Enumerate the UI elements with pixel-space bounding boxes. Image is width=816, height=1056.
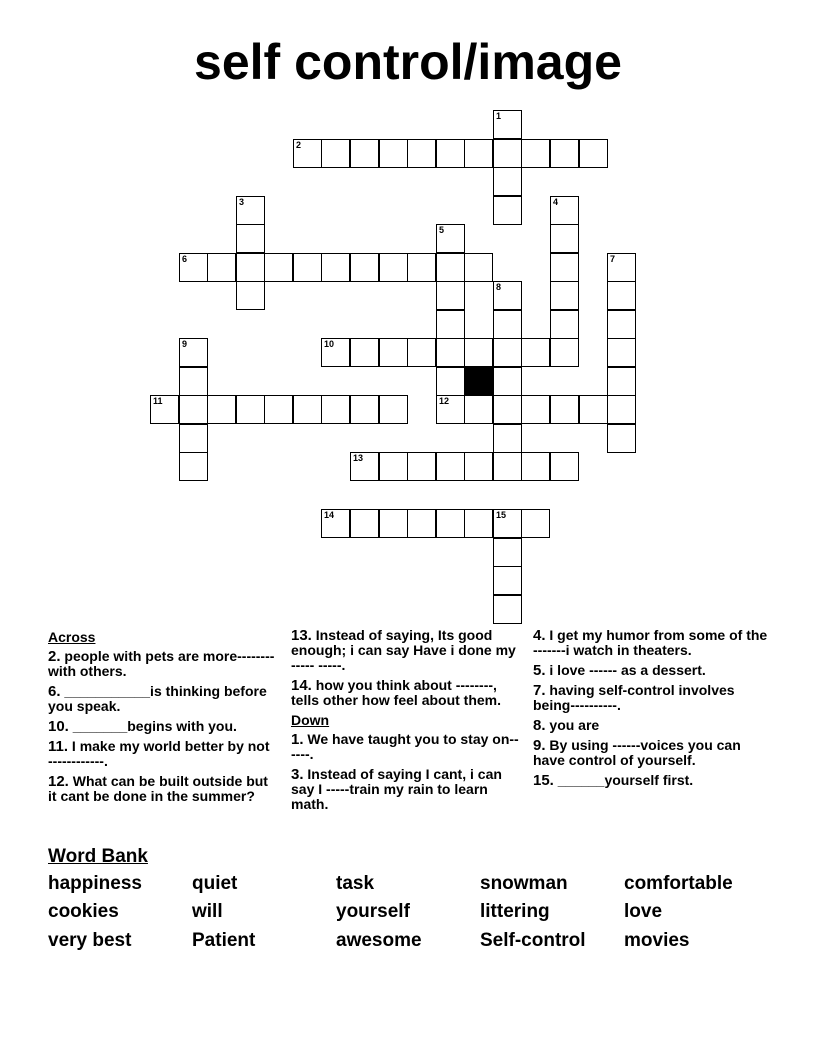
grid-cell[interactable] [350, 253, 379, 282]
grid-cell[interactable] [150, 395, 179, 424]
word-bank-item: Patient [192, 930, 256, 951]
grid-cell[interactable] [607, 310, 636, 339]
grid-cell[interactable] [579, 139, 608, 168]
grid-cell[interactable] [236, 224, 265, 253]
word-bank-item: awesome [336, 930, 422, 951]
grid-cell[interactable] [236, 281, 265, 310]
grid-cell[interactable] [493, 139, 522, 168]
clue-number: 7 [610, 254, 616, 264]
clue-number: 5 [439, 225, 445, 235]
grid-cell[interactable] [379, 452, 408, 481]
grid-cell[interactable] [179, 395, 208, 424]
clues-column-3 [533, 628, 773, 793]
down-clue: 3. Instead of saying I cant, i can say I -----train my rain to learn math. [291, 766, 502, 812]
grid-cell[interactable] [550, 310, 579, 339]
word-bank-item: Self-control [480, 930, 586, 951]
down-clue: 1. We have taught you to stay on------. [291, 731, 519, 762]
clue-number: 14 [324, 510, 335, 520]
grid-cell[interactable] [407, 452, 436, 481]
clue-number: 1 [496, 111, 502, 121]
grid-cell[interactable] [321, 509, 350, 538]
grid-cell[interactable] [550, 338, 579, 367]
grid-cell[interactable] [550, 196, 579, 225]
down-clue: 8. you are [533, 717, 600, 734]
black-cell [464, 367, 493, 396]
clue-number: 15 [496, 510, 507, 520]
across-clue: 11. I make my world better by not ------------. [48, 738, 270, 769]
across-clue: 10. _______begins with you. [48, 718, 237, 735]
word-bank-item: very best [48, 930, 132, 951]
across-heading: Across [48, 629, 96, 645]
clue-number: 13 [353, 453, 364, 463]
down-heading: Down [291, 712, 330, 728]
grid-cell[interactable] [179, 367, 208, 396]
grid-cell[interactable] [407, 139, 436, 168]
grid-cell[interactable] [379, 338, 408, 367]
grid-cell[interactable] [350, 395, 379, 424]
clues-column-2 [291, 628, 523, 817]
grid-cell[interactable] [379, 395, 408, 424]
grid-cell[interactable] [550, 224, 579, 253]
grid-cell[interactable] [493, 281, 522, 310]
grid-cell[interactable] [607, 338, 636, 367]
grid-cell[interactable] [493, 509, 522, 538]
grid-cell[interactable] [521, 452, 550, 481]
grid-cell[interactable] [436, 310, 465, 339]
down-clue: 7. having self-control involves being----------. [533, 682, 735, 713]
across-clue: 6. ___________is thinking before you speak. [48, 683, 267, 714]
word-bank-title: Word Bank [48, 846, 148, 867]
grid-cell[interactable] [493, 595, 522, 624]
grid-cell[interactable] [550, 281, 579, 310]
grid-cell[interactable] [550, 253, 579, 282]
word-bank-item: movies [624, 930, 690, 951]
grid-cell[interactable] [579, 395, 608, 424]
grid-cell[interactable] [179, 452, 208, 481]
grid-cell[interactable] [236, 196, 265, 225]
grid-cell[interactable] [464, 338, 493, 367]
grid-cell[interactable] [293, 139, 322, 168]
word-bank-item: task [336, 873, 375, 894]
grid-cell[interactable] [493, 338, 522, 367]
grid-cell[interactable] [179, 338, 208, 367]
grid-cell[interactable] [464, 253, 493, 282]
grid-cell[interactable] [321, 139, 350, 168]
grid-cell[interactable] [321, 395, 350, 424]
across-clue: 14. how you think about --------, tells other how feel about them. [291, 677, 502, 708]
grid-cell[interactable] [350, 509, 379, 538]
grid-cell[interactable] [436, 452, 465, 481]
across-clue: 2. people with pets are more--------with others. [48, 648, 275, 679]
grid-cell[interactable] [550, 139, 579, 168]
clue-number: 2 [296, 140, 302, 150]
down-clue: 9. By using ------voices you can have control of yourself. [533, 737, 741, 768]
grid-cell[interactable] [550, 452, 579, 481]
down-clue: 15. ______yourself first. [533, 772, 694, 789]
grid-cell[interactable] [521, 338, 550, 367]
word-bank-item: quiet [192, 873, 238, 894]
grid-cell[interactable] [493, 196, 522, 225]
grid-cell[interactable] [464, 452, 493, 481]
clue-number: 9 [182, 339, 188, 349]
grid-cell[interactable] [493, 566, 522, 595]
grid-cell[interactable] [321, 253, 350, 282]
grid-cell[interactable] [521, 395, 550, 424]
grid-cell[interactable] [350, 139, 379, 168]
grid-cell[interactable] [236, 253, 265, 282]
grid-cell[interactable] [436, 395, 465, 424]
grid-cell[interactable] [607, 367, 636, 396]
grid-cell[interactable] [436, 253, 465, 282]
grid-cell[interactable] [207, 253, 236, 282]
word-bank-item: will [192, 901, 223, 922]
grid-cell[interactable] [436, 338, 465, 367]
grid-cell[interactable] [493, 310, 522, 339]
grid-cell[interactable] [264, 395, 293, 424]
grid-cell[interactable] [493, 538, 522, 567]
word-bank-item: love [624, 901, 663, 922]
word-bank-item: happiness [48, 873, 142, 894]
grid-cell[interactable] [293, 395, 322, 424]
clue-number: 3 [239, 197, 245, 207]
word-bank-item: cookies [48, 901, 119, 922]
clue-number: 4 [553, 197, 559, 207]
grid-cell[interactable] [521, 139, 550, 168]
grid-cell[interactable] [179, 424, 208, 453]
grid-cell[interactable] [379, 509, 408, 538]
grid-cell[interactable] [521, 509, 550, 538]
grid-cell[interactable] [436, 367, 465, 396]
grid-cell[interactable] [379, 253, 408, 282]
down-clue: 5. i love ------ as a dessert. [533, 662, 706, 679]
grid-cell[interactable] [407, 509, 436, 538]
grid-cell[interactable] [436, 281, 465, 310]
grid-cell[interactable] [464, 509, 493, 538]
grid-cell[interactable] [607, 395, 636, 424]
across-clue: 13. Instead of saying, Its good enough; i can say Have i done my ----- -----. [291, 627, 516, 673]
grid-cell[interactable] [493, 367, 522, 396]
down-clue: 4. I get my humor from some of the -------i watch in theaters. [533, 627, 768, 658]
word-bank [48, 873, 788, 963]
grid-cell[interactable] [607, 424, 636, 453]
grid-cell[interactable] [350, 452, 379, 481]
clue-number: 12 [439, 396, 450, 406]
grid-cell[interactable] [493, 167, 522, 196]
grid-cell[interactable] [464, 139, 493, 168]
grid-cell[interactable] [207, 395, 236, 424]
grid-cell[interactable] [464, 395, 493, 424]
grid-cell[interactable] [407, 253, 436, 282]
grid-cell[interactable] [493, 395, 522, 424]
clues-column-1 [48, 628, 276, 809]
word-bank-item: comfortable [624, 873, 733, 894]
grid-cell[interactable] [493, 424, 522, 453]
clue-number: 6 [182, 254, 188, 264]
word-bank-item: yourself [336, 901, 410, 922]
grid-cell[interactable] [436, 224, 465, 253]
grid-cell[interactable] [493, 110, 522, 139]
grid-cell[interactable] [607, 253, 636, 282]
grid-cell[interactable] [550, 395, 579, 424]
grid-cell[interactable] [350, 338, 379, 367]
across-clue: 12. What can be built outside but it cant be done in the summer? [48, 773, 268, 804]
grid-cell[interactable] [321, 338, 350, 367]
grid-cell[interactable] [179, 253, 208, 282]
clue-number: 8 [496, 282, 502, 292]
grid-cell[interactable] [436, 509, 465, 538]
grid-cell[interactable] [607, 281, 636, 310]
clue-number: 10 [324, 339, 335, 349]
word-bank-item: snowman [480, 873, 568, 894]
grid-cell[interactable] [293, 253, 322, 282]
grid-cell[interactable] [436, 139, 465, 168]
clue-number: 11 [153, 396, 163, 406]
word-bank-item: littering [480, 901, 550, 922]
grid-cell[interactable] [493, 452, 522, 481]
page-title: self control/image [194, 34, 622, 90]
grid-cell[interactable] [236, 395, 265, 424]
grid-cell[interactable] [379, 139, 408, 168]
grid-cell[interactable] [407, 338, 436, 367]
grid-cell[interactable] [264, 253, 293, 282]
